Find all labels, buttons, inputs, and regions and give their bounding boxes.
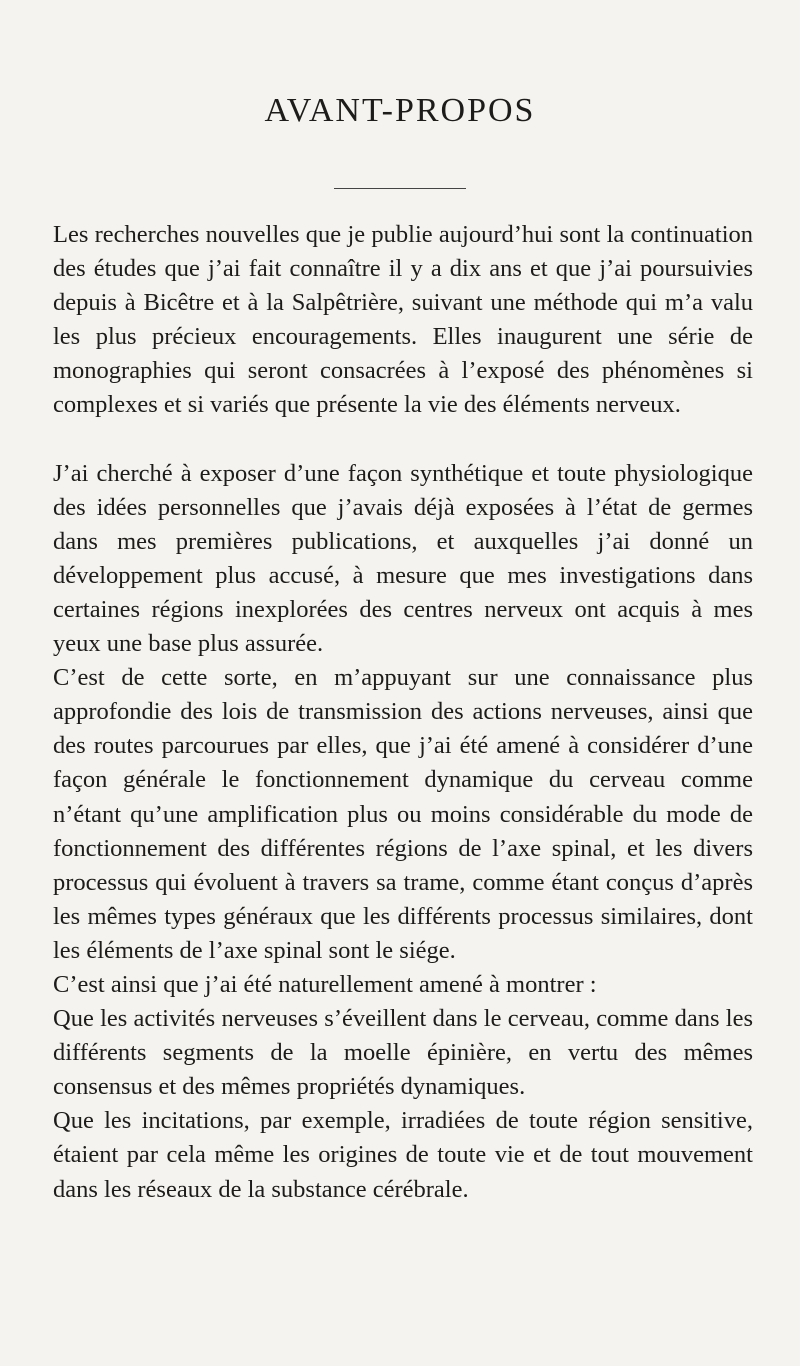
page-title: AVANT-PROPOS — [264, 92, 536, 129]
paragraph: Les recherches nouvelles que je publie aujourd’hui sont la continuation des études que j’ai fait connaître il y a dix ans et que j’ai poursuivies depuis à Bicêtre et à la Salpêtrière, suivant une méthode qui m’a valu les plus précieux encouragements. Elles inaugurent une série de monographies qui seront consacrées à l’exposé des phénomènes si complexes et si variés que présente la vie des éléments nerveux. — [53, 221, 753, 419]
paragraph-gap — [53, 423, 753, 457]
paragraph: Que les activités nerveuses s’éveillent dans le cerveau, comme dans les différents segments de la moelle épinière, en vertu des mêmes consensus et des mêmes propriétés dynamiques. — [53, 1005, 753, 1101]
paragraph: C’est de cette sorte, en m’appuyant sur une connaissance plus approfondie des lois de transmission des actions nerveuses, ainsi que des routes parcourues par elles, que j’ai été amené à considérer d’une façon générale le fonctionnement dynamique du cerveau comme n’étant qu’une amplification plus ou moins considérable du mode de fonctionnement des différentes régions de l’axe spinal, et les divers processus qui évoluent à travers sa trame, comme étant conçus d’après les mêmes types généraux que les différents processus similaires, dont les éléments de l’axe spinal sont le siége. — [53, 664, 753, 964]
paragraph: C’est ainsi que j’ai été naturellement amené à montrer : — [53, 970, 597, 998]
paragraph: Que les incitations, par exemple, irradiées de toute région sensitive, étaient par cela même les origines de toute vie et de tout mouvement dans les réseaux de la substance cérébrale. — [53, 1107, 753, 1203]
title-divider — [334, 188, 466, 189]
paragraph: J’ai cherché à exposer d’une façon synthétique et toute physiologique des idées personnelles que j’avais déjà exposées à l’état de germes dans mes premières publications, et auxquelles j’ai donné un développement plus accusé, à mesure que mes investigations dans certaines régions inexplorées des centres nerveux ont acquis à mes yeux une base plus assurée. — [53, 459, 753, 658]
body-text — [53, 218, 753, 1207]
